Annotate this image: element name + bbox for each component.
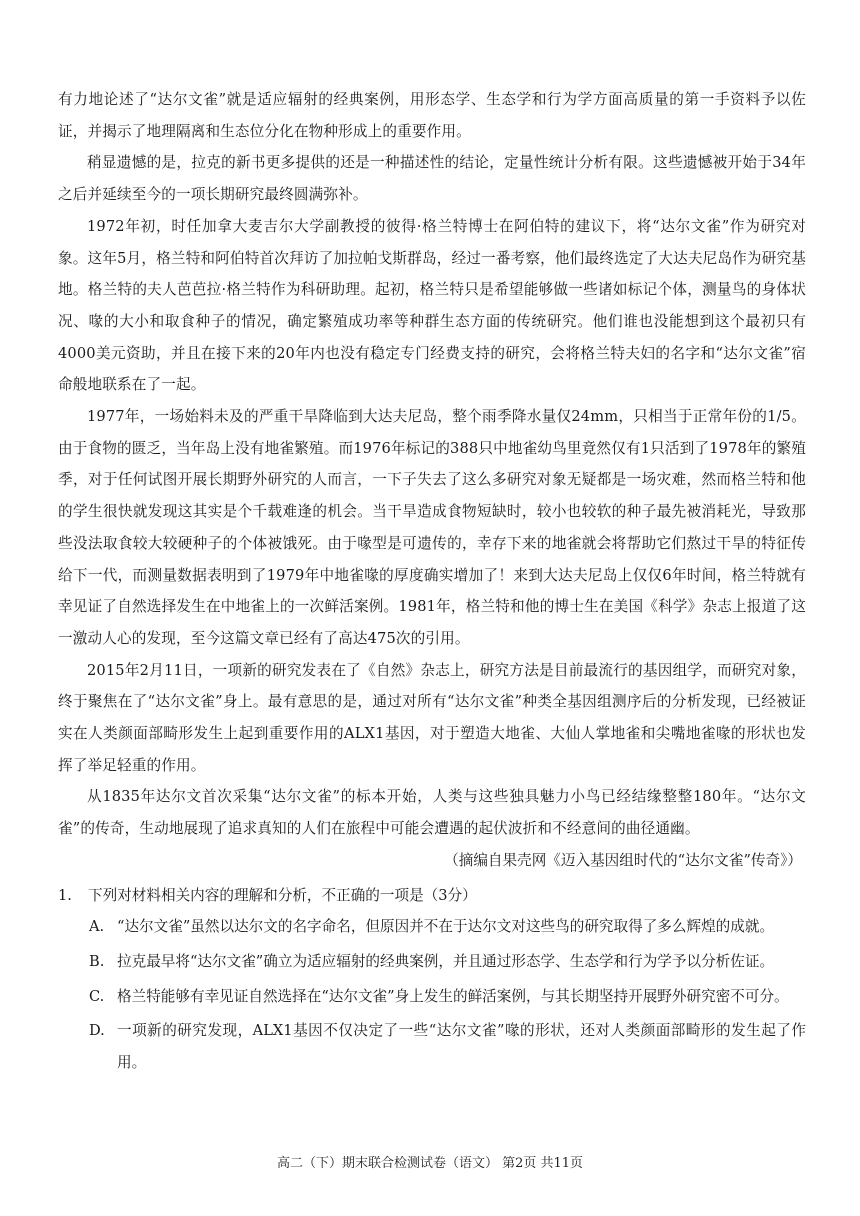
option-text: 一项新的研究发现，ALX1基因不仅决定了一些“达尔文雀”喙的形状，还对人类颜面部畸形的发生起了作用。 [117,1022,806,1072]
option-b [58,946,806,978]
paragraph-4: 1977年，一场始料未及的严重干旱降临到大达夫尼岛，整个雨季降水量仅24mm，只相当于正常年份的1/5。由于食物的匮乏，当年岛上没有地雀繁殖。而1976年标记的388只中地雀幼鸟里竟然仅有1只活到了1978年的繁殖季，对于任何试图开展长期野外研究的人而言，一下子失去了这么多研究对象无疑都是一场灾难，然而格兰特和他的学生很快就发现这其实是个千载难逢的机会。当干旱造成食物短缺时，较小也较软的种子最先被消耗光，导致那些没法取食较大较硬种子的个体被饿死。由于喙型是可遗传的，幸存下来的地雀就会将帮助它们熬过干旱的特征传给下一代，而测量数据表明到了1979年中地雀喙的厚度确实增加了！来到大达夫尼岛上仅仅6年时间，格兰特就有幸见证了自然选择发生在中地雀上的一次鲜活案例。1981年，格兰特和他的博士生在美国《科学》杂志上报道了这一激动人心的发现，至今这篇文章已经有了高达475次的引用。 [58,408,806,647]
document-page [58,84,806,1082]
option-text: 拉克最早将“达尔文雀”确立为适应辐射的经典案例，并且通过形态学、生态学和行为学予以分析佐证。 [117,952,775,970]
question-number: 1. [58,886,72,904]
option-a [58,911,806,943]
question-1 [58,880,806,912]
answer-options [58,911,806,1079]
option-text: 格兰特能够有幸见证自然选择在“达尔文雀”身上发生的鲜活案例，与其长期坚持开展野外研究密不可分。 [117,987,789,1005]
paragraph-2: 稍显遗憾的是，拉克的新书更多提供的还是一种描述性的结论，定量性统计分析有限。这些遗憾被开始于34年之后并延续至今的一项长期研究最终圆满弥补。 [58,154,806,204]
passage [58,84,806,845]
source-citation: （摘编自果壳网《迈入基因组时代的“达尔文雀”传奇》） [444,851,802,869]
option-letter: C. [89,987,105,1005]
option-text: “达尔文雀”虽然以达尔文的名字命名，但原因并不在于达尔文对这些鸟的研究取得了多么辉煌的成就。 [117,918,775,936]
option-d [58,1015,806,1078]
paragraph-5: 2015年2月11日，一项新的研究发表在了《自然》杂志上，研究方法是目前最流行的基因组学，而研究对象，终于聚焦在了“达尔文雀”身上。最有意思的是，通过对所有“达尔文雀”种类全基因组测序后的分析发现，已经被证实在人类颜面部畸形发生上起到重要作用的ALX1基因，对于塑造大地雀、大仙人掌地雀和尖嘴地雀喙的形状也发挥了举足轻重的作用。 [58,661,806,774]
page-footer: 高二（下）期末联合检测试卷（语文） 第2页 共11页 [276,1156,584,1171]
option-letter: B. [89,952,105,970]
option-c [58,981,806,1013]
paragraph-3: 1972年初，时任加拿大麦吉尔大学副教授的彼得·格兰特博士在阿伯特的建议下，将“达尔文雀”作为研究对象。这年5月，格兰特和阿伯特首次拜访了加拉帕戈斯群岛，经过一番考察，他们最终选定了大达夫尼岛作为研究基地。格兰特的夫人芭芭拉·格兰特作为科研助理。起初，格兰特只是希望能够做一些诸如标记个体，测量鸟的身体状况、喙的大小和取食种子的情况，确定繁殖成功率等种群生态方面的传统研究。他们谁也没能想到这个最初只有4000美元资助，并且在接下来的20年内也没有稳定专门经费支持的研究，会将格兰特夫妇的名字和“达尔文雀”宿命般地联系在了一起。 [58,217,806,394]
paragraph-6: 从1835年达尔文首次采集“达尔文雀”的标本开始，人类与这些独具魅力小鸟已经结缘整整180年。“达尔文雀”的传奇，生动地展现了追求真知的人们在旅程中可能会遭遇的起伏波折和不经意间的曲径通幽。 [58,788,806,838]
paragraph-1: 有力地论述了“达尔文雀”就是适应辐射的经典案例，用形态学、生态学和行为学方面高质量的第一手资料予以佐证，并揭示了地理隔离和生态位分化在物种形成上的重要作用。 [58,91,806,140]
option-letter: D. [89,1022,105,1040]
question-stem: 下列对材料相关内容的理解和分析，不正确的一项是（3分） [88,886,477,904]
option-letter: A. [89,918,105,936]
